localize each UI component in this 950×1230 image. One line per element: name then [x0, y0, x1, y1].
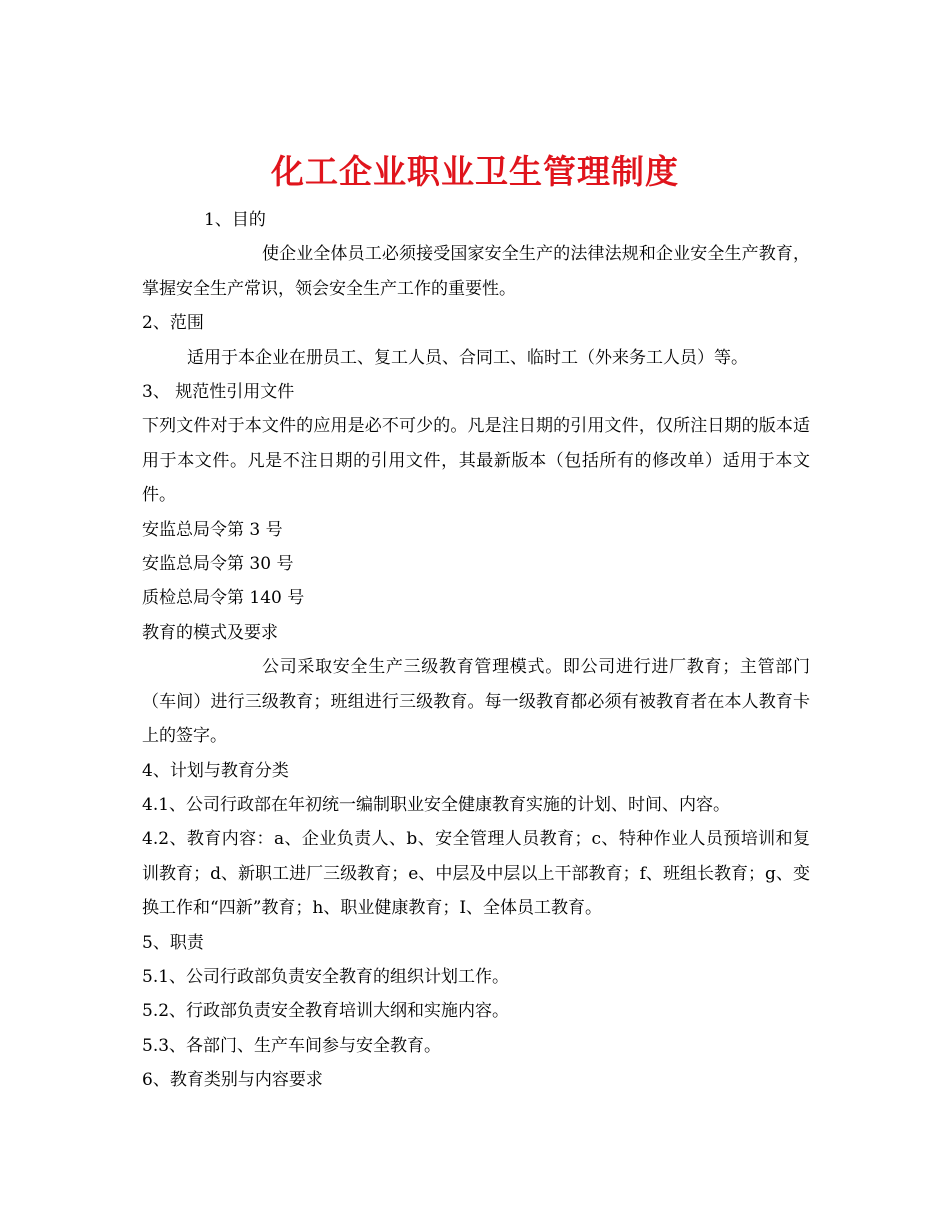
section-4-1: 4.1、公司行政部在年初统一编制职业安全健康教育实施的计划、时间、内容。 — [142, 794, 731, 815]
section-1-text: 使企业全体员工必须接受国家安全生产的法律法规和企业安全生产教育，掌握安全生产常识，领会安全生产工作的重要性。 — [142, 244, 810, 299]
section-4-2: 4.2、教育内容：a、企业负责人、b、安全管理人员教育；c、特种作业人员预培训和复训教育；d、新职工进厂三级教育；e、中层及中层以上干部教育；f、班组长教育；g、变换工作和“四新”教育；h、职业健康教育；I、全体员工教育。 — [142, 829, 810, 919]
section-4-heading: 4、计划与教育分类 — [142, 760, 289, 781]
education-mode-heading: 教育的模式及要求 — [142, 622, 278, 643]
section-5-3: 5.3、各部门、生产车间参与安全教育。 — [142, 1035, 442, 1056]
section-5-2: 5.2、行政部负责安全教育培训大纲和实施内容。 — [142, 1001, 510, 1022]
section-1-heading: 1、目的 — [204, 210, 266, 230]
section-3-heading: 3、 规范性引用文件 — [142, 382, 295, 403]
section-2-text: 适用于本企业在册员工、复工人员、合同工、临时工（外来务工人员）等。 — [187, 347, 748, 368]
reference-3: 质检总局令第 140 号 — [142, 588, 305, 609]
education-mode-text: 公司采取安全生产三级教育管理模式。即公司进行进厂教育；主管部门（车间）进行三级教育；班组进行三级教育。每一级教育都必须有被教育者在本人教育卡上的签字。 — [142, 657, 810, 747]
section-6-heading: 6、教育类别与内容要求 — [142, 1070, 323, 1091]
document-title: 化工企业职业卫生管理制度 — [271, 152, 679, 192]
section-5-heading: 5、职责 — [142, 932, 204, 953]
reference-2: 安监总局令第 30 号 — [142, 554, 294, 575]
section-5-1: 5.1、公司行政部负责安全教育的组织计划工作。 — [142, 966, 510, 987]
section-3-text: 下列文件对于本文件的应用是必不可少的。凡是注日期的引用文件，仅所注日期的版本适用于本文件。凡是不注日期的引用文件，其最新版本（包括所有的修改单）适用于本文件。 — [142, 416, 810, 506]
document-body — [142, 203, 810, 1098]
section-2-heading: 2、范围 — [142, 313, 204, 334]
reference-1: 安监总局令第 3 号 — [142, 519, 283, 540]
